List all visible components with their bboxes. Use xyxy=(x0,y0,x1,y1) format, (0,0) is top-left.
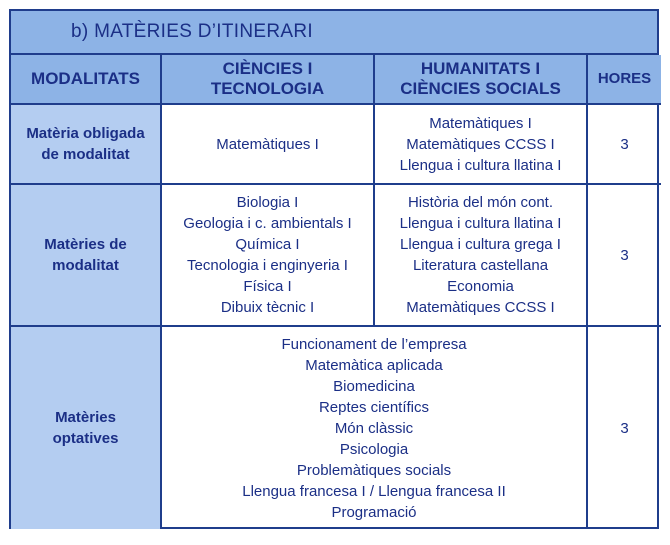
subject-item: Món clàssic xyxy=(334,419,414,437)
row-label-line: Matèries de xyxy=(44,236,127,253)
header-ciencies-tecnologia xyxy=(161,55,374,104)
row-label-line: de modalitat xyxy=(41,146,130,163)
header-ciencies-line-1: CIÈNCIES I xyxy=(222,59,313,78)
subject-item: Química I xyxy=(235,236,300,253)
header-ciencies-line-2: TECNOLOGIA xyxy=(210,79,325,98)
row-label-materies-modalitat xyxy=(11,184,161,326)
row-label-line: Matèria obligada xyxy=(26,125,145,142)
subject-item: Programació xyxy=(331,503,417,521)
subject-item: Tecnologia i enginyeria I xyxy=(187,257,348,274)
header-humanitats-line-2: CIÈNCIES SOCIALS xyxy=(400,79,561,98)
header-row xyxy=(11,55,661,104)
header-modalitats: MODALITATS xyxy=(11,55,161,104)
cell-hores-obligada: 3 xyxy=(587,104,661,184)
subject-item: Dibuix tècnic I xyxy=(220,299,315,316)
table-row xyxy=(11,104,661,184)
cell-hores-optatives: 3 xyxy=(587,326,661,529)
row-label-line: Matèries xyxy=(55,409,116,426)
subject-item: Matemàtica aplicada xyxy=(305,356,443,374)
section-title: b) MATÈRIES D’ITINERARI xyxy=(11,11,657,55)
row-label-line: optatives xyxy=(52,430,119,447)
subject-item: Biomedicina xyxy=(333,377,415,395)
itinerary-table xyxy=(11,55,661,529)
subject-item: Matemàtiques CCSS I xyxy=(406,299,555,316)
subject-item: Psicologia xyxy=(339,440,409,458)
table-row xyxy=(11,184,661,326)
table-row xyxy=(11,326,661,529)
cell-humanitats-modalitat xyxy=(374,184,587,326)
subject-item: Llengua i cultura llatina I xyxy=(399,215,562,232)
row-label-materies-optatives xyxy=(11,326,161,529)
subject-item: Matemàtiques I xyxy=(216,135,319,153)
subject-item: Llengua francesa I / Llengua francesa II xyxy=(242,482,506,500)
subject-item: Física I xyxy=(243,278,292,295)
subject-item: Reptes científics xyxy=(318,398,430,416)
itinerary-table-frame xyxy=(9,9,659,529)
subject-item: Llengua i cultura grega I xyxy=(400,236,561,253)
subject-item: Matemàtiques CCSS I xyxy=(406,135,555,153)
row-label-line: modalitat xyxy=(52,257,119,274)
subject-item: Economia xyxy=(447,278,514,295)
subject-item: Biologia I xyxy=(236,194,299,211)
cell-hores-modalitat: 3 xyxy=(587,184,661,326)
subject-item: Literatura castellana xyxy=(412,257,549,274)
header-humanitats-ciencies-socials xyxy=(374,55,587,104)
subject-item: Llengua i cultura llatina I xyxy=(399,156,562,174)
subject-item: Funcionament de l’empresa xyxy=(281,335,467,353)
cell-humanitats-obligada xyxy=(374,104,587,184)
cell-ciencies-modalitat xyxy=(161,184,374,326)
cell-optatives xyxy=(161,326,587,529)
cell-ciencies-obligada xyxy=(161,104,374,184)
subject-item: Història del món cont. xyxy=(407,194,554,211)
subject-item: Geologia i c. ambientals I xyxy=(183,215,352,232)
subject-item: Problemàtiques socials xyxy=(296,461,452,479)
header-humanitats-line-1: HUMANITATS I xyxy=(420,59,541,78)
subject-item: Matemàtiques I xyxy=(429,114,532,132)
row-label-materia-obligada xyxy=(11,104,161,184)
header-hores: HORES xyxy=(587,55,661,104)
